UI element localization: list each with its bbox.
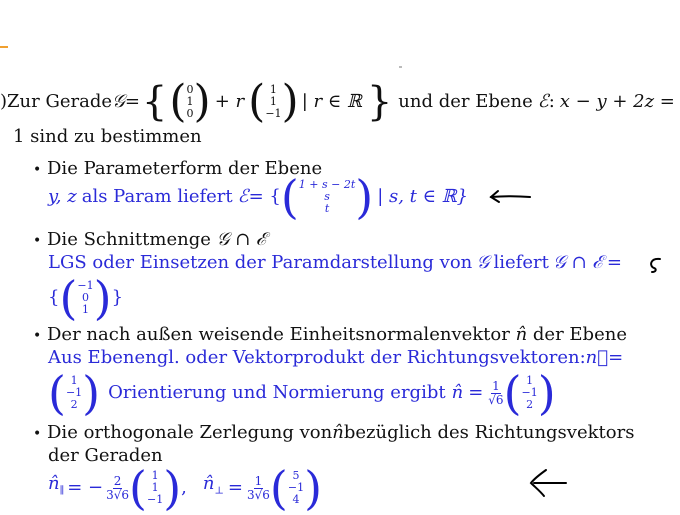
plus-r: + r — [214, 91, 245, 112]
normal-vector: 1 −1 2 — [65, 374, 83, 411]
unit-normal-vector: 1 −1 2 — [521, 374, 538, 411]
item-2-answer-line1: LGS oder Einsetzen der Paramdarstellung von 𝒢 liefert 𝒢 ∩ ℰ = — [48, 252, 622, 273]
item-1-task: • Die Parameterform der Ebene — [33, 158, 323, 179]
bullet: • — [33, 162, 42, 178]
condition: | r ∈ ℝ — [301, 91, 362, 112]
problem-prefix: )Zur Gerade — [0, 91, 112, 112]
item-4-task: • Die orthogonale Zerlegung von n̂ bezüglich des Richtungsvektors — [33, 422, 635, 443]
plane-symbol: ℰ — [537, 91, 549, 112]
item-3-task: • Der nach außen weisende Einheitsnormalenvektor n̂ der Ebene — [33, 324, 627, 345]
item-3-answer-line1: Aus Ebenengl. oder Vektorprodukt der Richtungsvektoren: n⃗ = — [48, 347, 624, 368]
plane-param-vector: 1 + s − 2t s t — [298, 178, 356, 215]
line-symbol: 𝒢 — [112, 91, 125, 112]
plane-text: und der Ebene — [398, 91, 533, 112]
orthogonal-vector: 5 −1 4 — [287, 469, 305, 506]
item-3-answer-line2: ( 1 −1 2 ) Orientierung und Normierung ergibt n̂ = $\frac{1}{√6}$ ( 1 −1 2 ) — [48, 366, 556, 420]
intersection-vector: −1 0 1 — [77, 279, 94, 316]
arrow-left-handwritten — [488, 188, 532, 204]
brace-close: } — [366, 79, 393, 125]
orange-tick — [0, 46, 8, 48]
problem-line-2: 1 sind zu bestimmen — [13, 126, 202, 147]
direction-vector: 1 1 −1 — [265, 83, 282, 120]
brace-open: { — [141, 79, 168, 125]
parallel-vector: 1 1 −1 — [146, 469, 164, 506]
equals: = — [124, 91, 140, 112]
item-4-answer: $n̂_\parallel$ = − $\frac{2}{3√6}$ ( 1 1 −1 ) , $n̂_\perp$ = $\frac{1}{3√6}$ ( 5 −1 4 ) — [48, 461, 323, 515]
item-2-answer-line2: { ( −1 0 1 ) } — [48, 271, 124, 325]
item-1-answer: y, z als Param liefert ℰ = { ( 1 + s − 2t s t ) | s, t ∈ ℝ} — [48, 170, 469, 224]
item-4-task-line2: der Geraden — [48, 445, 163, 466]
arrow-left-handwritten-2 — [526, 465, 570, 499]
fraction: $\frac{1}{√6}$ — [488, 378, 504, 407]
item-2-task: • Die Schnittmenge 𝒢 ∩ ℰ — [33, 229, 267, 250]
base-vector: 0 1 0 — [186, 83, 194, 120]
hook-mark-handwritten — [646, 256, 666, 274]
problem-statement: )Zur Gerade 𝒢 = { ( 0 1 0 ) + r ( 1 1 −1 ) | r ∈ ℝ } und der Ebene ℰ : x − y + 2z = — [0, 76, 675, 127]
plane-equation: x − y + 2z = — [559, 91, 675, 112]
faint-mark — [399, 66, 402, 68]
